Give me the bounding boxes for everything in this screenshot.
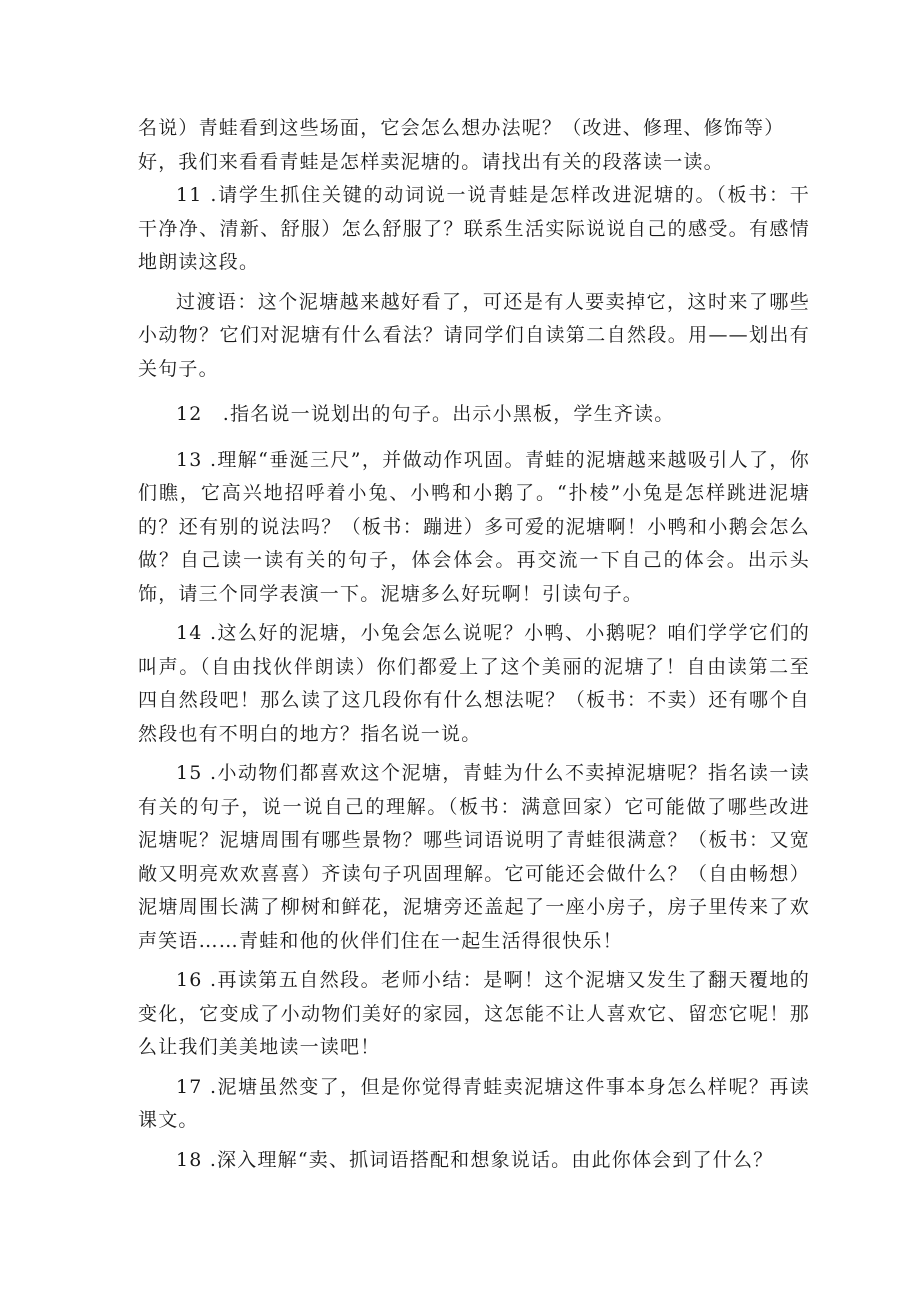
paragraph-transition-intro: 好，我们来看看青蛙是怎样卖泥塘的。请找出有关的段落读一读。: [138, 150, 724, 173]
paragraph-step-16: 16 .再读第五自然段。老师小结：是啊！这个泥塘又发生了翻天覆地的变化，它变成了小动物们美好的家园，这怎能不让人喜欢它、留恋它呢！那么让我们美美地读一读吧！: [138, 969, 810, 1058]
document-page: [138, 112, 810, 1177]
paragraph-step-13: 13 .理解“垂涎三尺”，并做动作巩固。青蛙的泥塘越来越吸引人了，你们瞧，它高兴地招呼着小兔、小鸭和小鹅了。“扑棱”小兔是怎样跳进泥塘的？还有别的说法吗？（板书：蹦进）多可爱的泥塘啊！小鸭和小鹅会怎么做？自己读一读有关的句子，体会体会。再交流一下自己的体会。出示头饰，请三个同学表演一下。泥塘多么好玩啊！引读句子。: [138, 448, 810, 605]
paragraph-step-14: 14 .这么好的泥塘，小兔会怎么说呢？小鸭、小鹅呢？咱们学学它们的叫声。（自由找伙伴朗读）你们都爱上了这个美丽的泥塘了！自由读第二至四自然段吧！那么读了这几段你有什么想法呢？（板书：不卖）还有哪个自然段也有不明白的地方？指名说一说。: [138, 622, 810, 745]
paragraph-step-15: 15 .小动物们都喜欢这个泥塘，青蛙为什么不卖掉泥塘呢？指名读一读有关的句子，说一说自己的理解。（板书：满意回家）它可能做了哪些改进泥塘呢？泥塘周围有哪些景物？哪些词语说明了青蛙很满意？（板书：又宽敞又明亮欢欢喜喜）齐读句子巩固理解。它可能还会做什么？（自由畅想）泥塘周围长满了柳树和鲜花，泥塘旁还盖起了一座小房子，房子里传来了欢声笑语……青蛙和他的伙伴们住在一起生活得很快乐！: [138, 762, 810, 952]
paragraph-step-12: 12 .指名说一说划出的句子。出示小黑板，学生齐读。: [176, 403, 675, 425]
paragraph-step-18: 18 .深入理解“卖、抓词语搭配和想象说话。由此你体会到了什么？: [176, 1148, 774, 1171]
paragraph-continuation: 名说）青蛙看到这些场面，它会怎么想办法呢？（改进、修理、修饰等）: [138, 117, 785, 139]
paragraph-transition: 过渡语：这个泥塘越来越好看了，可还是有人要卖掉它，这时来了哪些小动物？它们对泥塘有什么看法？请同学们自读第二自然段。用——划出有关句子。: [138, 290, 810, 380]
paragraph-step-17: 17 .泥塘虽然变了，但是你觉得青蛙卖泥塘这件事本身怎么样呢？再读课文。: [138, 1075, 810, 1131]
paragraph-step-11: 11 .请学生抓住关键的动词说一说青蛙是怎样改进泥塘的。（板书：干干净净、清新、舒服）怎么舒服了？联系生活实际说说自己的感受。有感情地朗读这段。: [138, 184, 810, 273]
